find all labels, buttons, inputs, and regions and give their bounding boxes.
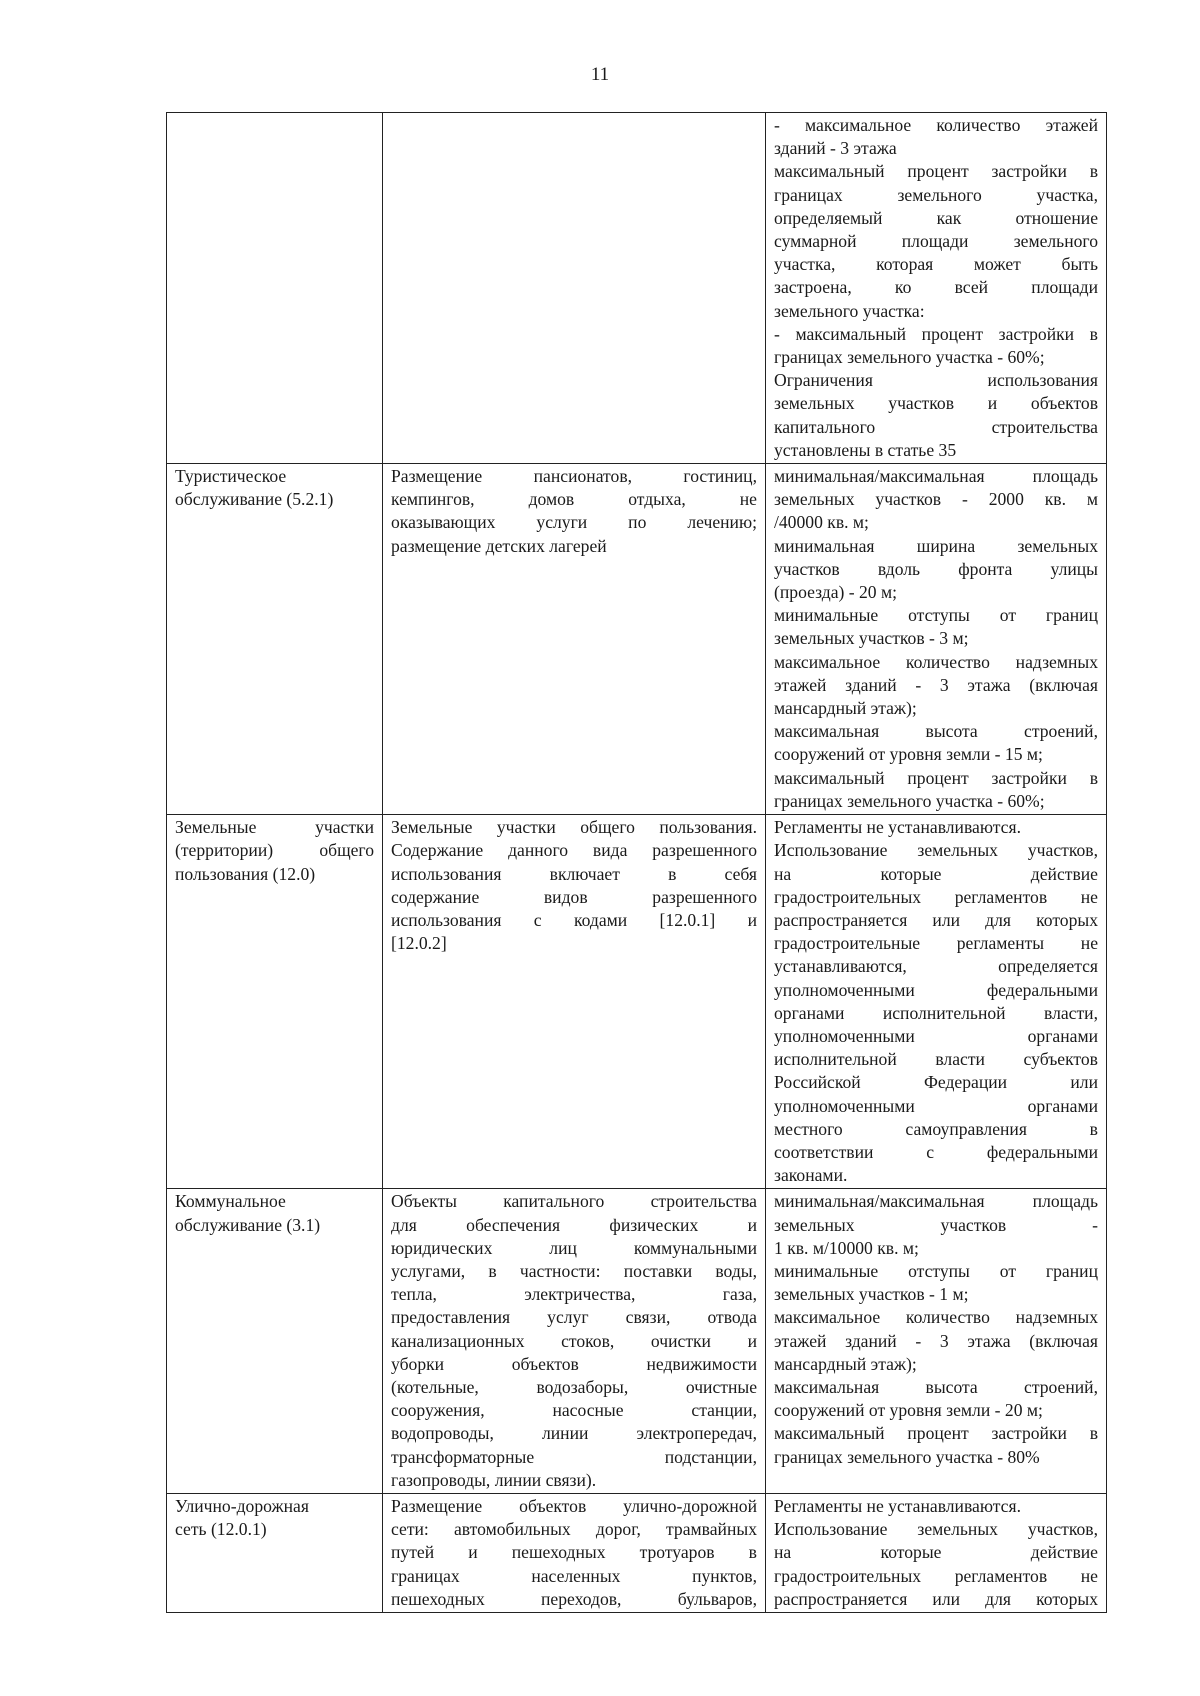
text-line: градостроительные регламенты не <box>774 933 1098 954</box>
table-row <box>167 1493 1107 1612</box>
text-line: Регламенты не устанавливаются. <box>774 1495 1021 1516</box>
table-row <box>167 464 1107 815</box>
text-line: Туристическое <box>175 466 287 487</box>
text-line: распространяется или для которых <box>774 909 1098 930</box>
text-line: Коммунальное <box>175 1191 286 1212</box>
text-line: размещение детских лагерей <box>391 535 607 556</box>
text-line: обслуживание (3.1) <box>175 1214 321 1235</box>
text-line: содержание видов разрешенного <box>391 886 757 907</box>
table-row <box>167 113 1107 464</box>
parameters-cell <box>766 1493 1107 1612</box>
use-description-cell <box>383 464 766 815</box>
use-description-cell <box>383 113 766 464</box>
text-line: мансардный этаж); <box>774 1353 917 1374</box>
text-line: Российской Федерации или <box>774 1072 1098 1093</box>
text-line: земельного участка: <box>774 300 925 321</box>
text-line: пользования (12.0) <box>175 863 316 884</box>
text-line: максимальный процент застройки в <box>774 1423 1098 1444</box>
text-line: Земельные участки <box>175 817 374 838</box>
text-line: обслуживание (5.2.1) <box>175 489 334 510</box>
text-line: Использование земельных участков, <box>774 1519 1098 1540</box>
text-line: застроена, ко всей площади <box>774 277 1098 298</box>
use-description-cell <box>383 1493 766 1612</box>
text-line: использования с кодами [12.0.1] и <box>391 909 757 930</box>
text-line: сооружения, насосные станции, <box>391 1400 757 1421</box>
text-line: сеть (12.0.1) <box>175 1519 267 1540</box>
text-line: земельных участков - 2000 кв. м <box>774 489 1098 510</box>
text-line: границах земельного участка - 60%; <box>774 790 1045 811</box>
text-line: капитального строительства <box>774 416 1098 437</box>
text-line: земельных участков - <box>774 1214 1098 1235</box>
text-line: суммарной площади земельного <box>774 231 1098 252</box>
text-line: сооружений от уровня земли - 20 м; <box>774 1400 1043 1421</box>
parameters-cell <box>766 113 1107 464</box>
text-line: установлены в статье 35 <box>774 439 957 460</box>
use-type-cell <box>167 1493 383 1612</box>
text-line: оказывающих услуги по лечению; <box>391 512 757 533</box>
text-line: Ограничения использования <box>774 370 1098 391</box>
text-line: тепла, электричества, газа, <box>391 1284 757 1305</box>
text-line: (территории) общего <box>175 840 374 861</box>
text-line: (котельные, водозаборы, очистные <box>391 1376 757 1397</box>
text-line: предоставления услуг связи, отвода <box>391 1307 757 1328</box>
text-line: сооружений от уровня земли - 15 м; <box>774 744 1043 765</box>
text-line: кемпингов, домов отдыха, не <box>391 489 757 510</box>
text-line: границах земельного участка - 80% <box>774 1446 1040 1467</box>
text-line: для обеспечения физических и <box>391 1214 757 1235</box>
text-line: - максимальное количество этажей <box>774 115 1098 135</box>
text-line: органами исполнительной власти, <box>774 1002 1098 1023</box>
text-line: уборки объектов недвижимости <box>391 1353 757 1374</box>
text-line: этажей зданий - 3 этажа (включая <box>774 674 1098 695</box>
text-line: Земельные участки общего пользования. <box>391 817 757 838</box>
text-line: максимальный процент застройки в <box>774 161 1098 182</box>
text-line: путей и пешеходных тротуаров в <box>391 1542 757 1563</box>
text-line: на которые действие <box>774 1542 1098 1563</box>
table-row <box>167 1189 1107 1494</box>
text-line: газопроводы, линии связи). <box>391 1469 597 1490</box>
text-line: сети: автомобильных дорог, трамвайных <box>391 1519 757 1540</box>
text-line: услугами, в частности: поставки воды, <box>391 1260 757 1281</box>
text-line: Регламенты не устанавливаются. <box>774 817 1021 838</box>
text-line: мансардный этаж); <box>774 698 917 719</box>
use-description-cell <box>383 1189 766 1494</box>
text-line: минимальные отступы от границ <box>774 605 1098 626</box>
text-line: Улично-дорожная <box>175 1495 309 1516</box>
text-line: границах земельного участка - 60%; <box>774 347 1045 368</box>
text-line: земельных участков - 3 м; <box>774 628 969 649</box>
use-description-cell <box>383 815 766 1189</box>
text-line: минимальная ширина земельных <box>774 535 1098 556</box>
text-line: /40000 кв. м; <box>774 512 869 533</box>
text-line: этажей зданий - 3 этажа (включая <box>774 1330 1098 1351</box>
text-line: уполномоченными федеральными <box>774 979 1098 1000</box>
text-line: градостроительных регламентов не <box>774 886 1098 907</box>
parameters-cell <box>766 815 1107 1189</box>
parameters-cell <box>766 464 1107 815</box>
text-line: местного самоуправления в <box>774 1118 1098 1139</box>
text-line: трансформаторные подстанции, <box>391 1446 757 1467</box>
text-line: границах земельного участка, <box>774 184 1098 205</box>
text-line: - максимальный процент застройки в <box>774 323 1098 344</box>
text-line: зданий - 3 этажа <box>774 138 897 159</box>
text-line: определяемый как отношение <box>774 207 1098 228</box>
text-line: пешеходных переходов, бульваров, <box>391 1588 757 1609</box>
text-line: распространяется или для которых <box>774 1588 1098 1609</box>
text-line: земельных участков - 1 м; <box>774 1284 969 1305</box>
text-line: канализационных стоков, очистки и <box>391 1330 757 1351</box>
text-line: уполномоченными органами <box>774 1025 1098 1046</box>
text-line: водопроводы, линии электропередач, <box>391 1423 757 1444</box>
text-line: уполномоченными органами <box>774 1095 1098 1116</box>
text-line: Использование земельных участков, <box>774 840 1098 861</box>
text-line: Размещение пансионатов, гостиниц, <box>391 466 757 487</box>
use-type-cell <box>167 1189 383 1494</box>
text-line: исполнительной власти субъектов <box>774 1049 1098 1070</box>
text-line: юридических лиц коммунальными <box>391 1237 757 1258</box>
text-line: границах населенных пунктов, <box>391 1565 757 1586</box>
text-line: [12.0.2] <box>391 933 447 954</box>
text-line: 1 кв. м/10000 кв. м; <box>774 1237 919 1258</box>
use-type-cell <box>167 464 383 815</box>
text-line: на которые действие <box>774 863 1098 884</box>
text-line: максимальная высота строений, <box>774 1376 1098 1397</box>
land-use-regulations-table <box>166 112 1107 1613</box>
text-line: соответствии с федеральными <box>774 1141 1098 1162</box>
table-row <box>167 815 1107 1189</box>
text-line: земельных участков и объектов <box>774 393 1098 414</box>
text-line: Объекты капитального строительства <box>391 1191 757 1212</box>
text-line: участка, которая может быть <box>774 254 1098 275</box>
parameters-cell <box>766 1189 1107 1494</box>
text-line: градостроительных регламентов не <box>774 1565 1098 1586</box>
text-line: Размещение объектов улично-дорожной <box>391 1495 757 1516</box>
text-line: максимальное количество надземных <box>774 1307 1098 1328</box>
text-line: минимальная/максимальная площадь <box>774 1191 1098 1212</box>
text-line: минимальная/максимальная площадь <box>774 466 1098 487</box>
text-line: использования включает в себя <box>391 863 757 884</box>
text-line: (проезда) - 20 м; <box>774 582 898 603</box>
text-line: максимальный процент застройки в <box>774 767 1098 788</box>
text-line: участков вдоль фронта улицы <box>774 558 1098 579</box>
page-number: 11 <box>590 64 610 85</box>
use-type-cell <box>167 113 383 464</box>
text-line: максимальное количество надземных <box>774 651 1098 672</box>
text-line: законами. <box>774 1165 848 1186</box>
text-line: устанавливаются, определяется <box>774 956 1098 977</box>
text-line: максимальная высота строений, <box>774 721 1098 742</box>
use-type-cell <box>167 815 383 1189</box>
text-line: минимальные отступы от границ <box>774 1260 1098 1281</box>
text-line: Содержание данного вида разрешенного <box>391 840 757 861</box>
